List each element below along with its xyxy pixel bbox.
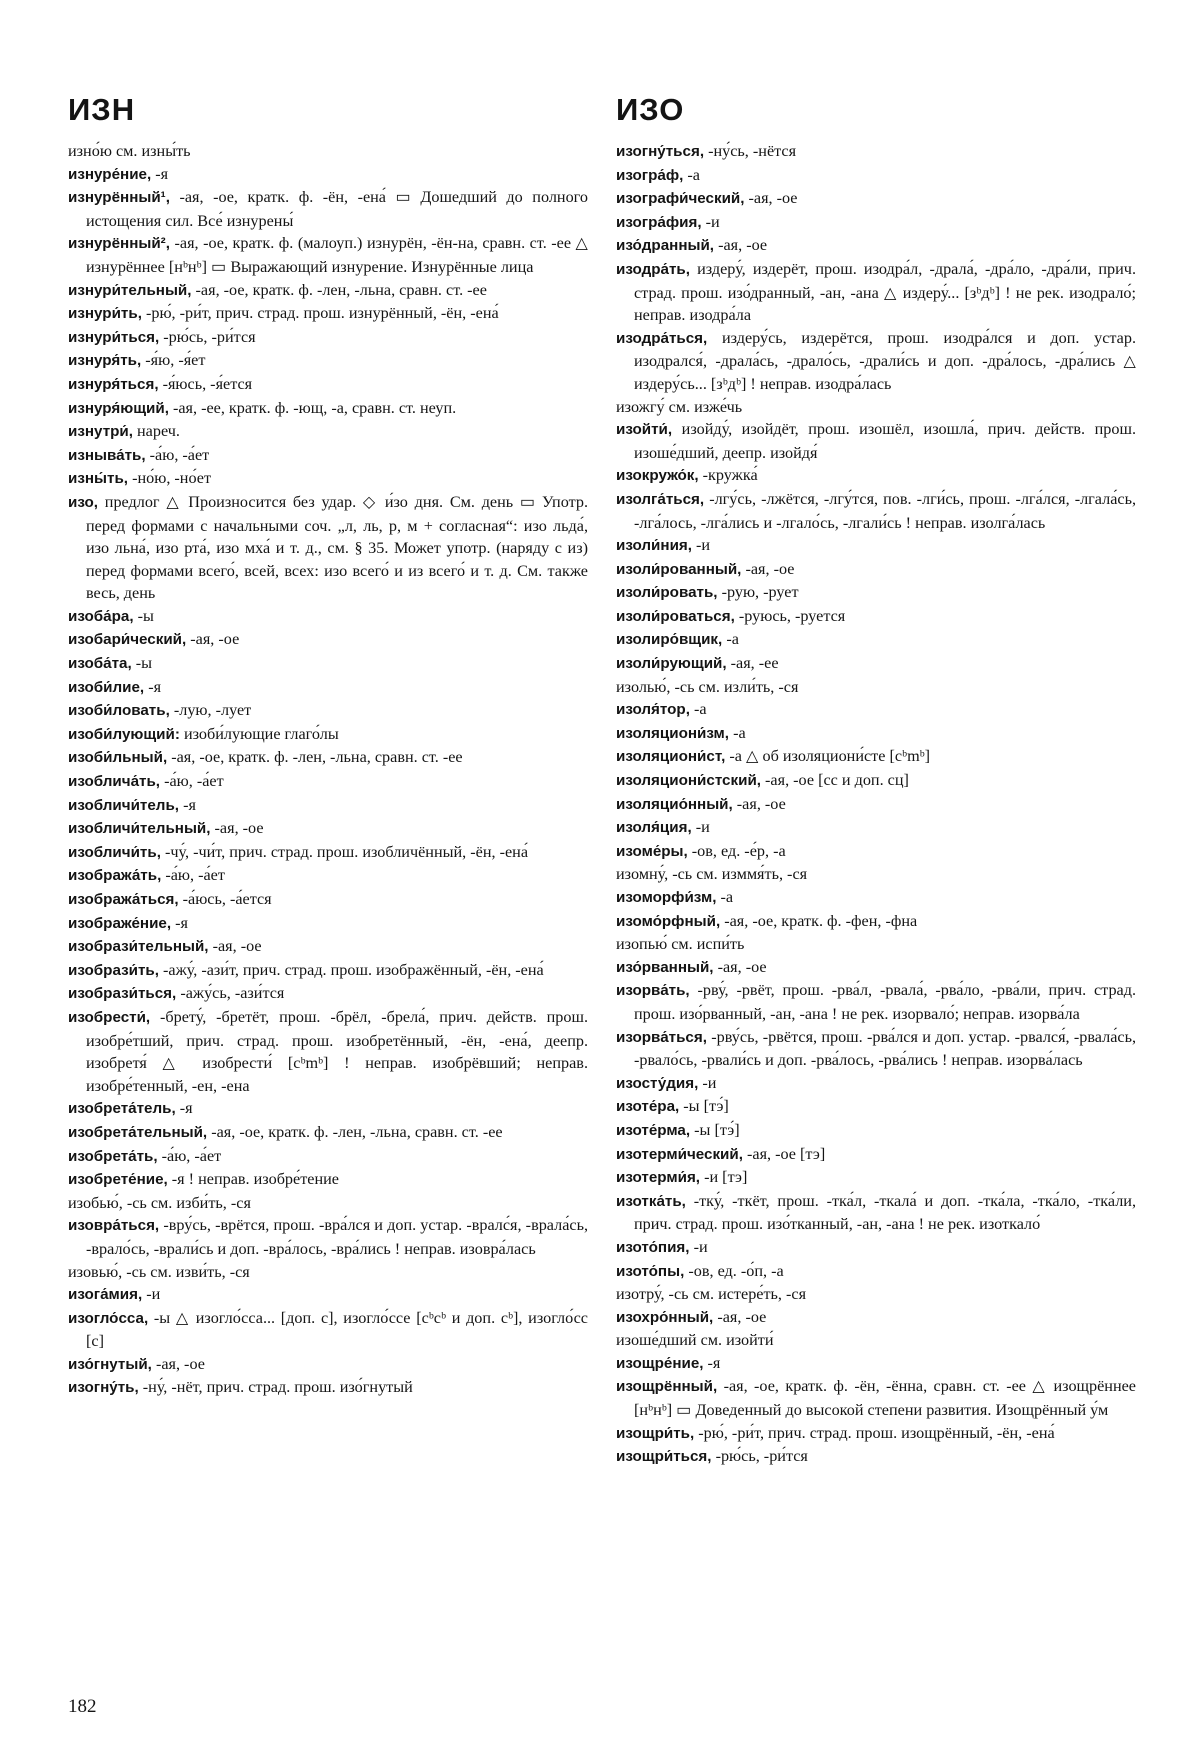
- entry-text: -и [тэ]: [704, 1168, 748, 1187]
- headword: изоблича́ть,: [68, 773, 161, 791]
- entry-text: -я: [148, 677, 162, 696]
- dictionary-entry: [68, 326, 588, 350]
- dictionary-entry: [616, 793, 1136, 817]
- dictionary-entry: [616, 1260, 1136, 1284]
- entry-text: изовью́, -сь см. изви́ть, -ся: [68, 1262, 250, 1281]
- entry-text: изоби́лующие глаго́лы: [183, 724, 339, 743]
- dictionary-entry: [616, 581, 1136, 605]
- entry-text: -лую, -лует: [173, 701, 252, 720]
- dictionary-entry: [616, 464, 1136, 488]
- dictionary-entry: [616, 698, 1136, 722]
- entry-text: -но́ю, -но́ет: [132, 469, 212, 488]
- headword: изоте́ра,: [616, 1098, 680, 1116]
- dictionary-entry: [68, 912, 588, 936]
- dictionary-entry: [68, 1261, 588, 1284]
- entry-text: изоше́дший см. изойти́: [616, 1331, 774, 1350]
- headword: изотерми́ческий,: [616, 1145, 743, 1163]
- headword: изо́гнутый,: [68, 1355, 152, 1373]
- entry-text: -ая, -ое: [214, 819, 264, 838]
- dictionary-entry: [68, 864, 588, 888]
- entry-text: -и: [146, 1285, 161, 1304]
- headword: изодра́ть,: [616, 260, 690, 278]
- dictionary-entry: [616, 234, 1136, 258]
- headword: изнури́ть,: [68, 305, 142, 323]
- entry-text: -а́ю, -а́ет: [164, 772, 224, 791]
- entry-text: -ая, -ее: [730, 654, 779, 673]
- entry-text: -и: [693, 1237, 708, 1256]
- dictionary-entry: [616, 1190, 1136, 1236]
- headword: изоморфи́зм,: [616, 889, 717, 906]
- headword: изографи́ческий,: [616, 190, 745, 208]
- dictionary-entry: [68, 1283, 588, 1307]
- headword: изолиро́вщик,: [616, 631, 723, 649]
- dictionary-entry: [616, 840, 1136, 864]
- dictionary-entry: [616, 816, 1136, 840]
- headword: изнури́тельный,: [68, 281, 192, 299]
- entry-text: -ая, -ое [сс и доп. сц]: [765, 771, 909, 790]
- dictionary-entry: [616, 211, 1136, 235]
- entry-text: -тку́, -ткёт, прош. -тка́л, -ткала́ и доп. -тка́ла, -тка́ло, -тка́ли, прич. страд. прош. изо́тканный, -ан, -ана ! не рек. изоткало́: [634, 1191, 1137, 1234]
- entry-text: -ов, ед. -о́п, -а: [688, 1261, 784, 1280]
- dictionary-entry: [68, 1214, 588, 1260]
- entry-text: -ажу́, -ази́т, прич. страд. прош. изображённый, -ён, -ена́: [163, 960, 544, 979]
- headword: изомо́рфный,: [616, 912, 721, 930]
- dictionary-entry: [68, 699, 588, 723]
- entry-text: -чу́, -чи́т, прич. страд. прош. изобличённый, -ён, -ена́: [164, 842, 529, 861]
- headword: изоби́лие,: [68, 678, 145, 696]
- headword: изохро́нный,: [616, 1308, 714, 1326]
- headword: изобрести́,: [68, 1008, 151, 1026]
- dictionary-entry: [616, 769, 1136, 793]
- headword: изоме́ры,: [616, 842, 688, 860]
- dictionary-entry: [68, 420, 588, 444]
- entry-text: -руюсь, -руется: [738, 606, 846, 625]
- dictionary-entry: [616, 558, 1136, 582]
- dictionary-entry: [616, 628, 1136, 652]
- entry-text: -рву́сь, -рвётся, прош. -рва́лся и доп. устар. -рвался́, -рвала́сь, -рвало́сь, -рвали́сь и доп. -рва́лось, -рва́лись ! неправ. изорва́лась: [634, 1027, 1137, 1070]
- headword: изоби́лующий:: [68, 725, 180, 743]
- dictionary-entry: [616, 1119, 1136, 1143]
- entry-text: -ая, -ое, кратк. ф. -фен, -фна: [724, 911, 918, 930]
- dictionary-entry: [68, 349, 588, 373]
- dictionary-entry: [616, 1095, 1136, 1119]
- entry-text: -ая, -ое, кратк. ф. -ён, -ена́ ▭ Дошедший до полного истощения сил. Все́ изнурены́: [86, 188, 588, 230]
- headword: изны́ть,: [68, 470, 129, 488]
- entry-text: -ы: [135, 654, 153, 673]
- dictionary-entry: [68, 232, 588, 278]
- headword: изнурённый¹,: [68, 189, 170, 207]
- entry-text: -рю́сь, -ри́тся: [715, 1447, 808, 1466]
- right-entries: [616, 140, 1136, 1469]
- dictionary-entry: [616, 933, 1136, 956]
- dictionary-entry: [68, 1307, 588, 1353]
- headword: изога́мия,: [68, 1286, 143, 1304]
- entry-text: -а́ю, -а́ет: [161, 1146, 222, 1165]
- entry-text: -ая, -ое: [155, 1354, 205, 1373]
- entry-text: -ну́сь, -нётся: [708, 142, 797, 160]
- dictionary-entry: [616, 327, 1136, 396]
- dictionary-entry: [616, 1445, 1136, 1469]
- headword: изобрете́ние,: [68, 1171, 168, 1189]
- entry-text: издеру́, издерёт, прош. изодра́л, -драла́, -дра́ло, -дра́ли, прич. страд. прош. изо́дранный, -ан, -ана △ издеру́... [зᵇдᵇ] ! не рек. изодрало́; неправ. изодра́ла: [634, 259, 1136, 325]
- entry-text: -я́юсь, -я́ется: [162, 374, 253, 393]
- dictionary-entry: [68, 1097, 588, 1121]
- entry-text: -ая, -ое, кратк. ф. -ён, -ённа, сравн. ст. -ее △ изощрённее [нᵇнᵇ] ▭ Доведенный до высокой степени развития. Изощрённый у́м: [634, 1377, 1136, 1420]
- entry-text: изойду́, изойдёт, прош. изошёл, изошла́, прич. действ. прош. изоше́дший, деепр. изойдя́: [634, 420, 1137, 462]
- dictionary-entry: [616, 910, 1136, 934]
- headword: изорва́ться,: [616, 1028, 707, 1046]
- headword: изнуря́ющий,: [68, 399, 169, 417]
- page-number: 182: [68, 1696, 97, 1717]
- headword: изодра́ться,: [616, 329, 708, 347]
- dictionary-entry: [68, 982, 588, 1006]
- entry-text: -и: [705, 212, 720, 231]
- headword: изнурённый²,: [68, 235, 170, 253]
- dictionary-entry: [68, 302, 588, 326]
- headword: изогра́ф,: [616, 166, 684, 184]
- headword: изобража́ть,: [68, 867, 162, 885]
- headword: изосту́дия,: [616, 1074, 699, 1092]
- headword: изображе́ние,: [68, 914, 172, 932]
- headword: изоте́рма,: [616, 1121, 691, 1139]
- right-running-header: ИЗО: [616, 92, 685, 127]
- dictionary-entry: [68, 1145, 588, 1169]
- headword: изоляциони́стский,: [616, 772, 761, 790]
- dictionary-entry: [616, 605, 1136, 629]
- headword: изобличи́тельный,: [68, 820, 211, 838]
- headword: изогло́сса,: [68, 1309, 149, 1327]
- dictionary-entry: [68, 888, 588, 912]
- headword: изоба́та,: [68, 655, 132, 673]
- entry-text: предлог △ Произносится без удар. ◇ и́зо дня. См. день ▭ Употр. перед формами с начальными соч. „л, ль, р, м + согласная“: изо льда́, изо льна́, изо рта́, изо мха́ и т. д., см. § 35. Может употр. (наряду с из) перед формами всего́, всей, всех: изо всего́ и из всего́ и т. д. См. также весь, день: [86, 492, 588, 603]
- headword: изоли́рованный,: [616, 560, 742, 578]
- entry-text: -ая, -ое: [718, 236, 768, 255]
- headword: изощри́ться,: [616, 1448, 712, 1466]
- dictionary-entry: [68, 444, 588, 468]
- entry-text: -ов, ед. -е́р, -а: [691, 841, 786, 860]
- dictionary-entry: [616, 1329, 1136, 1352]
- entry-text: -я: [183, 795, 196, 814]
- headword: изобличи́тель,: [68, 796, 180, 814]
- dictionary-entry: [616, 1352, 1136, 1376]
- headword: изнуря́ться,: [68, 375, 159, 393]
- headword: изобрета́тельный,: [68, 1123, 208, 1141]
- entry-text: -а́ю, -а́ет: [149, 445, 210, 464]
- headword: изолга́ться,: [616, 490, 705, 508]
- entry-text: -ы: [137, 606, 154, 625]
- headword: изнуря́ть,: [68, 352, 142, 370]
- headword: изото́пы,: [616, 1262, 685, 1280]
- dictionary-entry: [68, 676, 588, 700]
- dictionary-entry: [68, 373, 588, 397]
- dictionary-entry: [616, 1143, 1136, 1167]
- headword: изобрази́ть,: [68, 961, 159, 979]
- dictionary-entry: [68, 1192, 588, 1215]
- entry-text: -ы [тэ́]: [694, 1120, 740, 1139]
- entry-text: -а: [720, 888, 734, 906]
- dictionary-entry: [68, 186, 588, 232]
- entry-text: -а: [693, 700, 707, 719]
- dictionary-entry: [616, 1166, 1136, 1190]
- entry-text: -рю́сь, -ри́тся: [163, 327, 256, 346]
- dictionary-entry: [68, 746, 588, 770]
- dictionary-entry: [68, 770, 588, 794]
- headword: изогну́ться,: [616, 143, 705, 160]
- dictionary-page: [68, 92, 1137, 1732]
- entry-text: -я: [707, 1353, 721, 1372]
- headword: изобличи́ть,: [68, 843, 161, 861]
- dictionary-entry: [616, 979, 1136, 1025]
- dictionary-entry: [616, 258, 1136, 327]
- entry-text: -ая, -ое, кратк. ф. -лен, -льна, сравн. ст. -ее: [211, 1122, 503, 1141]
- entry-text: -и: [696, 536, 711, 555]
- entry-text: -рю́, -ри́т, прич. страд. прош. изнурённый, -ён, -ена́: [145, 304, 499, 323]
- dictionary-entry: [616, 534, 1136, 558]
- headword: изощрённый,: [616, 1378, 718, 1396]
- left-column: [68, 92, 588, 1400]
- headword: изощри́ть,: [616, 1424, 695, 1442]
- entry-text: изомну́, -сь см. изммя́ть, -ся: [616, 865, 808, 884]
- left-entries: [68, 140, 588, 1400]
- entry-text: изотру́, -сь см. истере́ть, -ся: [616, 1285, 807, 1304]
- entry-text: изожгу́ см. изже́чь: [616, 397, 743, 416]
- headword: изоляциони́зм,: [616, 724, 730, 742]
- dictionary-entry: [68, 1376, 588, 1400]
- dictionary-entry: [616, 863, 1136, 886]
- entry-text: -и: [695, 818, 710, 837]
- headword: изобрета́ть,: [68, 1147, 158, 1165]
- entry-text: -ая, -ое: [745, 559, 795, 578]
- dictionary-entry: [68, 1353, 588, 1377]
- entry-text: -а: [733, 723, 746, 742]
- entry-text: -рую, -рует: [721, 583, 799, 602]
- headword: изобрази́ться,: [68, 985, 177, 1003]
- entry-text: -ая, -ое, кратк. ф. -лен, -льна, сравн. ст. -ее: [195, 280, 487, 299]
- dictionary-entry: [616, 722, 1136, 746]
- dictionary-entry: [68, 605, 588, 629]
- dictionary-entry: [616, 1283, 1136, 1306]
- entry-text: -я: [179, 1099, 193, 1118]
- entry-text: -ы [тэ́]: [683, 1097, 729, 1116]
- headword: изокружо́к,: [616, 467, 699, 485]
- dictionary-entry: [616, 396, 1136, 419]
- entry-text: -ы △ изогло́сса... [доп. с], изогло́ссе [cᵇcᵇ и доп. cᵇ], изогло́сс [с]: [86, 1308, 588, 1351]
- dictionary-entry: [616, 1422, 1136, 1446]
- headword: изнури́ться,: [68, 328, 160, 346]
- dictionary-entry: [616, 1072, 1136, 1096]
- entry-text: -лгу́сь, -лжётся, -лгу́тся, пов. -лги́сь, прош. -лга́лся, -лгала́сь, -лга́лось, -лга́лись и -лгало́сь, -лгали́сь ! неправ. изолга́лась: [634, 489, 1137, 532]
- entry-text: -кружка́: [702, 466, 758, 485]
- dictionary-entry: [616, 652, 1136, 676]
- entry-text: -ая, -ое: [748, 189, 798, 208]
- dictionary-entry: [68, 279, 588, 303]
- entry-text: -а △ об изоляциони́сте [cᵇmᵇ]: [729, 747, 931, 766]
- headword: изотка́ть,: [616, 1192, 686, 1210]
- entry-text: изолью́, -сь см. изли́ть, -ся: [616, 677, 799, 696]
- dictionary-entry: [616, 886, 1136, 910]
- dictionary-entry: [68, 959, 588, 983]
- dictionary-entry: [68, 652, 588, 676]
- headword: изо,: [68, 493, 99, 511]
- entry-text: -я: [155, 164, 169, 183]
- dictionary-entry: [616, 745, 1136, 769]
- entry-text: -вру́сь, -врётся, прош. -вра́лся и доп. устар. -вралс́я, -врала́сь, -врало́сь, -врали́сь и доп. -вра́лось, -вра́лись ! неправ. изовра́лась: [86, 1216, 589, 1258]
- headword: изорва́ть,: [616, 982, 690, 1000]
- headword: изоли́ровать,: [616, 584, 718, 602]
- dictionary-entry: [616, 488, 1136, 534]
- dictionary-entry: [616, 956, 1136, 980]
- headword: изовра́ться,: [68, 1217, 160, 1235]
- entry-text: -рву́, -рвёт, прош. -рва́л, -рвала́, -рва́ло, -рва́ли, прич. страд. прош. изо́рванный, -ан, -ана ! не рек. изорвало́; неправ. изорва́ла: [634, 981, 1137, 1023]
- entry-text: -брету́, -бретёт, прош. -брёл, -брела́, прич. действ. прош. изобре́тший, прич. страд. прош. изобретённый, -ён, -ена́, деепр. изобретя́ △ изобрести́ [cᵇmᵇ] ! неправ. изобрёвший; неправ. изобре́тенный, -ен, -ена: [86, 1007, 589, 1095]
- entry-text: -ая, -ое: [717, 1307, 767, 1326]
- dictionary-entry: [68, 140, 588, 163]
- dictionary-entry: [68, 1121, 588, 1145]
- entry-text: -ну́, -нёт, прич. страд. прош. изо́гнутый: [142, 1378, 413, 1397]
- dictionary-entry: [616, 418, 1136, 464]
- dictionary-entry: [68, 163, 588, 187]
- dictionary-entry: [616, 164, 1136, 188]
- entry-text: -ая, -ое: [190, 630, 240, 649]
- dictionary-entry: [68, 397, 588, 421]
- headword: изоля́ция,: [616, 819, 692, 837]
- headword: изоли́роваться,: [616, 607, 735, 625]
- headword: изобари́ческий,: [68, 631, 187, 649]
- entry-text: -ажу́сь, -ази́тся: [180, 984, 285, 1003]
- entry-text: -ая, -ее, кратк. ф. -ющ, -а, сравн. ст. неуп.: [172, 398, 457, 417]
- dictionary-entry: [68, 935, 588, 959]
- dictionary-entry: [68, 841, 588, 865]
- entry-text: -а́ю, -а́ет: [165, 866, 225, 885]
- dictionary-entry: [616, 676, 1136, 699]
- headword: изоляциони́ст,: [616, 748, 726, 766]
- dictionary-entry: [68, 1006, 588, 1097]
- entry-text: -ая, -ое: [212, 937, 262, 956]
- entry-text: -и: [702, 1073, 717, 1092]
- dictionary-entry: [68, 794, 588, 818]
- entry-text: издеру́сь, издерётся, прош. изодра́лся и доп. устар. изодрался́, -драла́сь, -драло́сь, -драли́сь и доп. -дра́лось, -дра́лись △ издеру́сь... [зᵇдᵇ] ! неправ. изодра́лась: [634, 328, 1136, 393]
- right-column: [616, 92, 1136, 1469]
- dictionary-entry: [616, 1375, 1136, 1421]
- entry-text: изно́ю см. изны́ть: [68, 142, 191, 160]
- headword: изо́рванный,: [616, 958, 714, 976]
- entry-text: -а: [726, 630, 739, 649]
- headword: изоля́тор,: [616, 701, 690, 719]
- headword: изоби́ловать,: [68, 702, 170, 720]
- dictionary-entry: [68, 1168, 588, 1192]
- dictionary-entry: [616, 1306, 1136, 1330]
- dictionary-entry: [68, 467, 588, 491]
- headword: изоли́ния,: [616, 537, 692, 555]
- entry-text: -а: [687, 165, 700, 184]
- entry-text: -ая, -ое: [736, 794, 786, 813]
- headword: изогну́ть,: [68, 1379, 139, 1397]
- entry-text: -ая, -ое [тэ]: [747, 1144, 826, 1163]
- dictionary-entry: [68, 817, 588, 841]
- headword: изоби́льный,: [68, 749, 168, 767]
- headword: изогра́фия,: [616, 213, 702, 231]
- headword: изо́дранный,: [616, 237, 715, 255]
- entry-text: -ая, -ое, кратк. ф. (малоуп.) изнурён, -ён-на, сравн. ст. -ее △ изнурённее [нᵇнᵇ] ▭ Выражающий изнурение. Изнурённые лица: [86, 234, 589, 276]
- dictionary-entry: [616, 187, 1136, 211]
- headword: изоляцио́нный,: [616, 795, 733, 813]
- dictionary-entry: [616, 140, 1136, 164]
- entry-text: изобью́, -сь см. изби́ть, -ся: [68, 1193, 251, 1212]
- entry-text: -ая, -ое, кратк. ф. -лен, -льна, сравн. ст. -ее: [171, 748, 463, 767]
- entry-text: -ая, -ое: [717, 957, 767, 976]
- dictionary-entry: [68, 628, 588, 652]
- dictionary-entry: [68, 491, 588, 605]
- entry-text: -а́юсь, -а́ется: [182, 890, 272, 908]
- entry-text: изопью́ см. испи́ть: [616, 935, 745, 954]
- entry-text: -я: [175, 913, 188, 932]
- headword: изобрета́тель,: [68, 1100, 176, 1118]
- dictionary-entry: [68, 723, 588, 747]
- headword: изоли́рующий,: [616, 655, 727, 673]
- entry-text: -я ! неправ. изобре́тение: [171, 1170, 339, 1189]
- dictionary-entry: [616, 1026, 1136, 1072]
- headword: изоба́ра,: [68, 607, 134, 625]
- headword: изнутри́,: [68, 423, 133, 441]
- headword: изобража́ться,: [68, 891, 179, 908]
- entry-text: -я́ю, -я́ет: [145, 351, 206, 370]
- dictionary-entry: [616, 1236, 1136, 1260]
- headword: изотерми́я,: [616, 1169, 701, 1187]
- left-running-header: ИЗН: [68, 92, 136, 127]
- headword: изойти́,: [616, 421, 673, 439]
- headword: изныва́ть,: [68, 446, 146, 464]
- entry-text: -рю́, -ри́т, прич. страд. прош. изощрённый, -ён, -ена́: [698, 1423, 1055, 1442]
- entry-text: нареч.: [137, 422, 180, 441]
- headword: изнуре́ние,: [68, 165, 152, 183]
- headword: изобрази́тельный,: [68, 938, 209, 956]
- headword: изото́пия,: [616, 1238, 690, 1256]
- headword: изощре́ние,: [616, 1354, 704, 1372]
